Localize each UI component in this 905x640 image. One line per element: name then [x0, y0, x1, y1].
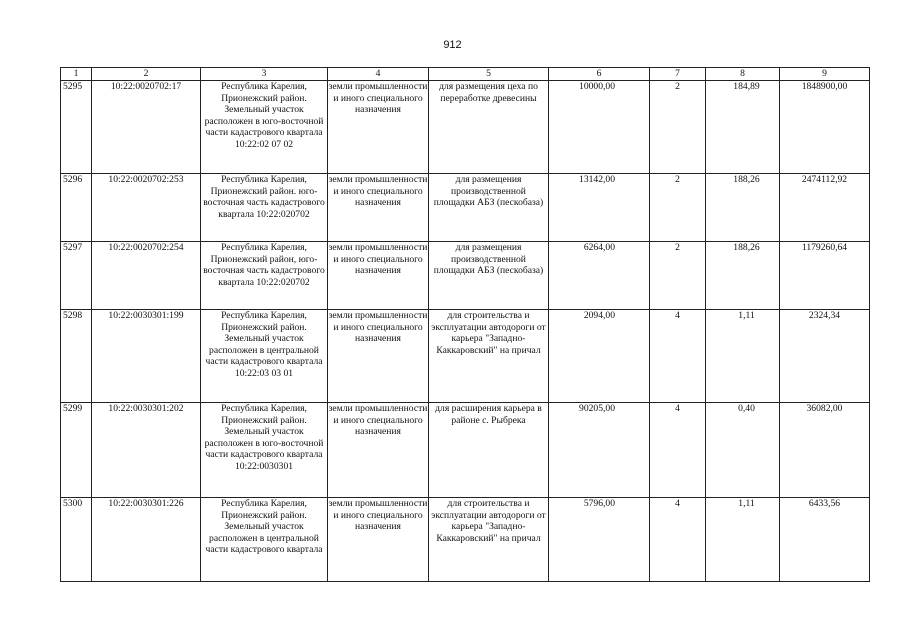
- row-number: 5297: [61, 242, 92, 310]
- cadastral-number: 10:22:0020702:254: [92, 242, 201, 310]
- rate-cell: 1,11: [706, 498, 780, 582]
- class-cell: 2: [650, 242, 706, 310]
- header-row: [61, 68, 870, 81]
- land-category-cell: земли промышленности и иного специального назначения: [328, 242, 429, 310]
- land-category-cell: земли промышленности и иного специального назначения: [328, 498, 429, 582]
- col-header-2: 2: [92, 68, 201, 81]
- purpose-cell: для строительства и эксплуатации автодороги от карьера "Западно-Каккаровский" на причал: [429, 498, 549, 582]
- table-row: [61, 403, 870, 498]
- purpose-cell: для размещения цеха по переработке древесины: [429, 81, 549, 174]
- row-number: 5296: [61, 174, 92, 242]
- class-cell: 4: [650, 310, 706, 403]
- value-cell: 6433,56: [780, 498, 870, 582]
- area-cell: 5796,00: [549, 498, 650, 582]
- value-cell: 2474112,92: [780, 174, 870, 242]
- row-number: 5300: [61, 498, 92, 582]
- rate-cell: 184,89: [706, 81, 780, 174]
- col-header-3: 3: [201, 68, 328, 81]
- land-category-cell: земли промышленности и иного специального назначения: [328, 403, 429, 498]
- rate-cell: 188,26: [706, 242, 780, 310]
- value-cell: 36082,00: [780, 403, 870, 498]
- table-row: [61, 242, 870, 310]
- col-header-1: 1: [61, 68, 92, 81]
- area-cell: 13142,00: [549, 174, 650, 242]
- table-row: [61, 310, 870, 403]
- table-row: [61, 498, 870, 582]
- land-category-cell: земли промышленности и иного специального назначения: [328, 310, 429, 403]
- address-cell: Республика Карелия, Прионежский район. Земельный участок расположен в центральной части кадастрового квартала 10:22:03 03 01: [201, 310, 328, 403]
- area-cell: 2094,00: [549, 310, 650, 403]
- address-cell: Республика Карелия, Прионежский район. Земельный участок расположен в юго-восточной части кадастрового квартала 10:22:0030301: [201, 403, 328, 498]
- col-header-7: 7: [650, 68, 706, 81]
- area-cell: 10000,00: [549, 81, 650, 174]
- value-cell: 1179260,64: [780, 242, 870, 310]
- value-cell: 2324,34: [780, 310, 870, 403]
- cadastral-number: 10:22:0030301:199: [92, 310, 201, 403]
- col-header-5: 5: [429, 68, 549, 81]
- cadastral-number: 10:22:0020702:17: [92, 81, 201, 174]
- rate-cell: 0,40: [706, 403, 780, 498]
- rate-cell: 1,11: [706, 310, 780, 403]
- row-number: 5299: [61, 403, 92, 498]
- page-number: 912: [443, 39, 462, 51]
- cadastral-number: 10:22:0030301:202: [92, 403, 201, 498]
- class-cell: 2: [650, 174, 706, 242]
- class-cell: 4: [650, 498, 706, 582]
- land-category-cell: земли промышленности и иного специального назначения: [328, 81, 429, 174]
- class-cell: 2: [650, 81, 706, 174]
- area-cell: 90205,00: [549, 403, 650, 498]
- address-cell: Республика Карелия, Прионежский район, юго-восточная часть кадастрового квартала 10:22:020702: [201, 242, 328, 310]
- address-cell: Республика Карелия, Прионежский район. юго-восточная часть кадастрового квартала 10:22:020702: [201, 174, 328, 242]
- cadastral-number: 10:22:0020702:253: [92, 174, 201, 242]
- purpose-cell: для размещения производственной площадки АБЗ (пескобаза): [429, 242, 549, 310]
- col-header-8: 8: [706, 68, 780, 81]
- row-number: 5298: [61, 310, 92, 403]
- address-cell: Республика Карелия, Прионежский район. Земельный участок расположен в центральной части кадастрового квартала: [201, 498, 328, 582]
- col-header-6: 6: [549, 68, 650, 81]
- table-row: [61, 174, 870, 242]
- area-cell: 6264,00: [549, 242, 650, 310]
- value-cell: 1848900,00: [780, 81, 870, 174]
- col-header-9: 9: [780, 68, 870, 81]
- cadastral-number: 10:22:0030301:226: [92, 498, 201, 582]
- purpose-cell: для размещения производственной площадки АБЗ (пескобаза): [429, 174, 549, 242]
- class-cell: 4: [650, 403, 706, 498]
- col-header-4: 4: [328, 68, 429, 81]
- table-row: [61, 81, 870, 174]
- purpose-cell: для расширения карьера в районе с. Рыбрека: [429, 403, 549, 498]
- address-cell: Республика Карелия, Прионежский район. Земельный участок расположен в юго-восточной части кадастрового квартала 10:22:02 07 02: [201, 81, 328, 174]
- purpose-cell: для строительства и эксплуатации автодороги от карьера "Западно-Каккаровский" на причал: [429, 310, 549, 403]
- rate-cell: 188,26: [706, 174, 780, 242]
- land-category-cell: земли промышленности и иного специального назначения: [328, 174, 429, 242]
- cadastral-value-table: [60, 67, 870, 582]
- row-number: 5295: [61, 81, 92, 174]
